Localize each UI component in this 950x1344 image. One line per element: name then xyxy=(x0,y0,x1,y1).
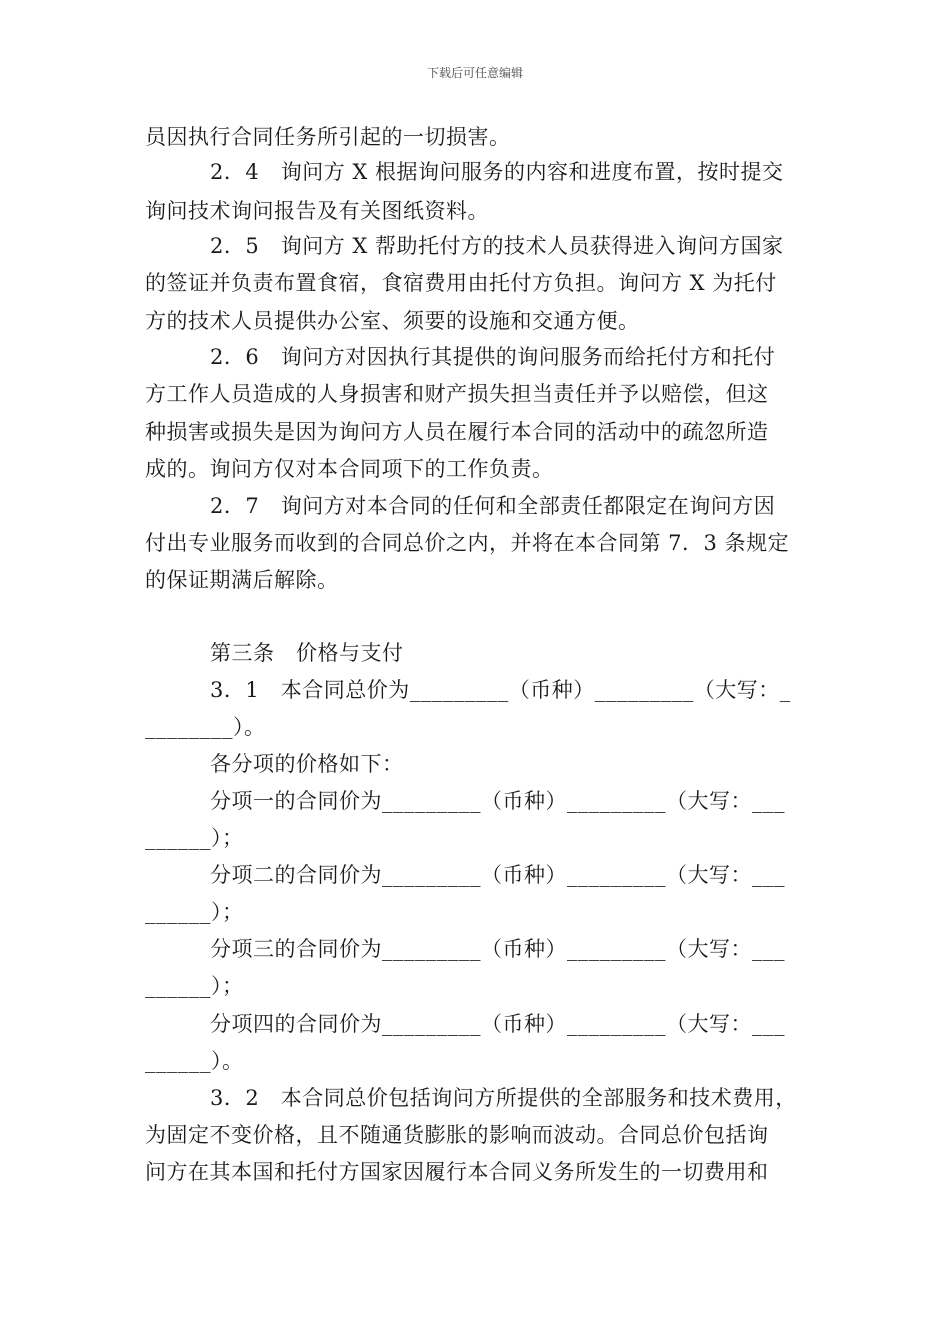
clause-2-6: 2．6 询问方对因执行其提供的询问服务而给托付方和托付 xyxy=(210,345,776,369)
text-line: ________）。 xyxy=(145,715,266,739)
text-line: 问方在其本国和托付方国家因履行本合同义务所发生的一切费用和 xyxy=(145,1160,769,1184)
page-header: 下载后可任意编辑 xyxy=(426,66,523,80)
clause-2-5: 2．5 询问方 X 帮助托付方的技术人员获得进入询问方国家 xyxy=(210,234,784,258)
text-line: 询问技术询问报告及有关图纸资料。 xyxy=(145,199,489,223)
subitem-2: 分项二的合同价为_________（币种）_________（大写：___ xyxy=(210,863,785,887)
text-line: ______）。 xyxy=(145,1049,244,1073)
subitem-4: 分项四的合同价为_________（币种）_________（大写：___ xyxy=(210,1012,785,1036)
text-line: 种损害或损失是因为询问方人员在履行本合同的活动中的疏忽所造 xyxy=(145,420,769,444)
clause-2-7: 2．7 询问方对本合同的任何和全部责任都限定在询问方因 xyxy=(210,494,776,518)
text-line: 的签证并负责布置食宿，食宿费用由托付方负担。询问方 X 为托付 xyxy=(145,271,777,295)
text-line: 方工作人员造成的人身损害和财产损失担当责任并予以赔偿，但这 xyxy=(145,382,769,406)
subitem-1: 分项一的合同价为_________（币种）_________（大写：___ xyxy=(210,789,785,813)
text-line: ______）； xyxy=(145,900,244,924)
text-line: 员因执行合同任务所引起的一切损害。 xyxy=(145,125,511,149)
clause-2-4: 2．4 询问方 X 根据询问服务的内容和进度布置，按时提交 xyxy=(210,160,784,184)
text-line: 的保证期满后解除。 xyxy=(145,568,339,592)
text-line: 方的技术人员提供办公室、须要的设施和交通方便。 xyxy=(145,309,640,333)
text-line: 付出专业服务而收到的合同总价之内，并将在本合同第 7．3 条规定 xyxy=(145,531,790,555)
text-line: 为固定不变价格，且不随通货膨胀的影响而波动。合同总价包括询 xyxy=(145,1123,769,1147)
clause-3-2: 3．2 本合同总价包括询问方所提供的全部服务和技术费用， xyxy=(210,1086,797,1110)
section-heading-3: 第三条 价格与支付 xyxy=(210,641,404,665)
text-line: ______）； xyxy=(145,974,244,998)
text-line: 成的。询问方仅对本合同项下的工作负责。 xyxy=(145,457,554,481)
clause-3-1: 3．1 本合同总价为_________（币种）_________（大写：_ xyxy=(210,678,791,702)
subitem-3: 分项三的合同价为_________（币种）_________（大写：___ xyxy=(210,937,785,961)
text-line: ______）； xyxy=(145,826,244,850)
subitem-intro: 各分项的价格如下： xyxy=(210,752,404,776)
